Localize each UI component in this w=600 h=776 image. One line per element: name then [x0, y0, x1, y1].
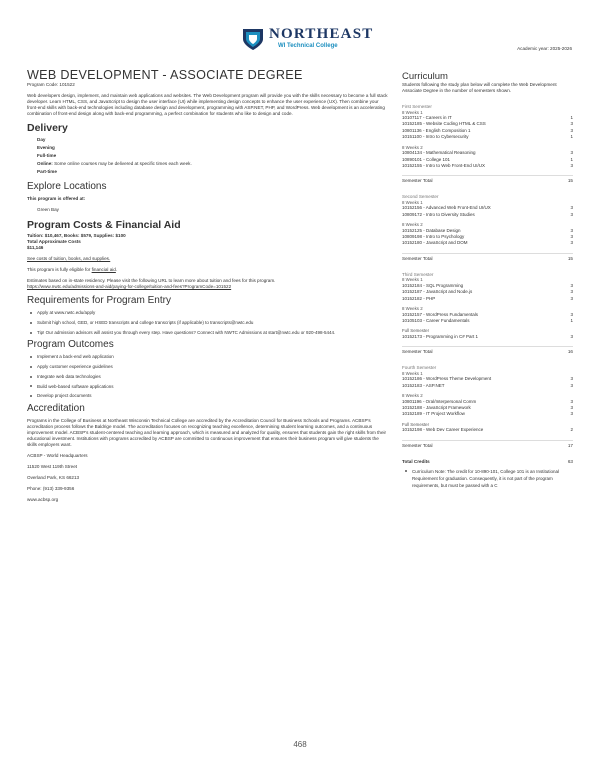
week-label: 8 Weeks 2: [402, 144, 423, 150]
semester-block: [402, 365, 573, 448]
delivery-online-text: Some online courses may be delivered at specific times each week.: [52, 161, 192, 167]
course-credits: 3: [570, 211, 573, 217]
course-credits: 3: [570, 121, 573, 127]
course-name: 10152155 - Intro to Web Front-End UI/UX: [402, 162, 485, 168]
financial-aid-eligibility: [27, 267, 389, 273]
course-name: 10152156 - Advanced Web Front-End UI/UX: [402, 205, 491, 211]
course-row: [402, 163, 573, 169]
program-description: Web developers design, implement, and maintain web applications and websites. The Web Development program will provide you with the skills necessary to become a full stack developer. Learn HTML, CSS, and JavaScript to design the user interface (UI) while implementing design concepts to enhance the user experience (UX). Then combine your front-end skills with back-end technologies including database design and development, programming with ASP.NET, PHP, and WordPress. Web development is an accelerating combination of front-end design along with back-end programming, a perfect combination for students who like to design and code.: [27, 93, 388, 117]
delivery-list: [27, 137, 389, 175]
accreditation-heading: Accreditation: [27, 402, 85, 414]
week-label: 8 Weeks 2: [402, 222, 423, 228]
course-name: 10152173 - Programming in C# Part 1: [402, 333, 479, 339]
course-credits: 3: [570, 311, 573, 317]
curriculum-heading: Curriculum: [402, 71, 448, 82]
course-name: 10152180 - JavaScript and DOM: [402, 240, 468, 246]
week-label: 8 Weeks 1: [402, 277, 423, 283]
requirements-list: [27, 310, 389, 335]
course-row: [402, 427, 573, 433]
logo-name: NORTHEAST: [269, 26, 374, 42]
course-credits: 3: [570, 282, 573, 288]
course-name: 10804134 - Mathematical Reasoning: [402, 150, 476, 156]
costs-link[interactable]: See costs of tuition, books, and supplies.: [27, 256, 111, 262]
course-name: 10890101 - College 101: [402, 156, 451, 162]
week-label: Full Semester: [402, 328, 430, 334]
week-label: 8 Weeks 2: [402, 306, 423, 312]
eligibility-text: This program is fully eligible for: [27, 267, 92, 273]
course-name: 10107117 - Careers in IT: [402, 115, 452, 120]
delivery-online: [37, 161, 389, 167]
delivery-parttime: Part-time: [37, 169, 57, 175]
accreditation-phone: Phone: (913) 339-9356: [27, 486, 75, 492]
list-item: Submit high school, GED, or HSED transcripts and college transcripts (if applicable) to transcripts@nwtc.edu: [27, 320, 389, 326]
total-credits-value: 63: [567, 458, 573, 464]
costs-total-value: $11,146: [27, 245, 44, 251]
list-item: Tip! Our admission advisors will assist you through every step. Have questions? Connect with NWTC Admissions at start@nwtc.edu or 920-498-5444.: [27, 330, 389, 336]
page-number: 468: [293, 740, 307, 749]
course-name: 10152184 - SQL Programming: [402, 282, 464, 288]
course-credits: 3: [570, 333, 573, 339]
semester-total-label: Semester Total: [402, 255, 433, 261]
delivery-day: Day: [37, 137, 46, 143]
week-label: 8 Weeks 2: [402, 393, 423, 399]
accreditation-street: 11520 West 119th Street: [27, 464, 78, 470]
course-credits: 1: [570, 115, 573, 120]
course-credits: 3: [570, 162, 573, 168]
course-name: 10801136 - English Composition 1: [402, 127, 471, 133]
list-item: Integrate web data technologies: [27, 374, 389, 380]
course-credits: 3: [570, 240, 573, 246]
course-credits: 3: [570, 376, 573, 382]
course-name: 10151100 - Intro to Cybersecurity: [402, 134, 469, 140]
costs-heading: Program Costs & Financial Aid: [27, 219, 181, 232]
costs-estimates: Estimates based on in-state residency. Please visit the following URL to learn more about tuition and fees for this program.: [27, 278, 276, 284]
week-label: 8 Weeks 1: [402, 109, 423, 115]
locations-offered: This program is offered at:: [27, 196, 86, 202]
semester-total: [402, 346, 573, 355]
course-name: 10809198 - Intro to Psychology: [402, 234, 465, 240]
course-credits: 1: [570, 134, 573, 140]
course-name: 10152182 - PHP: [402, 295, 436, 301]
page-header: [0, 22, 600, 58]
page-title: WEB DEVELOPMENT - ASSOCIATE DEGREE: [27, 68, 303, 82]
accreditation-hq: ACBSP - World Headquarters: [27, 453, 88, 459]
accreditation-city: Overland Park, KS 66213: [27, 475, 80, 481]
costs-url-link[interactable]: https://www.nwtc.edu/admissions-and-aid/paying-for-college/tuition-and-fees?ProgramCode=101522: [27, 284, 232, 290]
course-name: 10152157 - WordPress Fundamentals: [402, 311, 478, 317]
total-credits-label: Total Credits: [402, 458, 430, 464]
semester-total: [402, 253, 573, 262]
course-name: 10801196 - Oral/Interpersonal Comm: [402, 398, 477, 404]
course-row: [402, 240, 573, 246]
requirements-heading: Requirements for Program Entry: [27, 295, 171, 307]
semester-total-label: Semester Total: [402, 178, 433, 184]
course-credits: 3: [570, 398, 573, 404]
week-label: Full Semester: [402, 421, 430, 427]
eligibility-period: .: [115, 267, 118, 273]
shield-logo-icon: [240, 26, 266, 52]
course-credits: 3: [570, 405, 573, 411]
course-credits: 3: [570, 295, 573, 301]
course-name: 10152183 - ASP.NET: [402, 382, 445, 388]
semester-total: [402, 175, 573, 184]
delivery-heading: Delivery: [27, 122, 68, 135]
course-row: [402, 296, 573, 302]
course-name: 10152188 - JavaScript Framework: [402, 405, 471, 411]
list-item: Build web-based software applications: [27, 384, 389, 390]
list-item: Apply at www.nwtc.edu/apply: [27, 310, 389, 316]
course-name: 10152185 - Website Coding HTML & CSS: [402, 121, 486, 127]
semester-title: Fourth Semester: [402, 365, 437, 371]
course-name: 10152187 - JavaScript and Node.js: [402, 289, 473, 295]
course-name: 10152189 - IT Project Workflow: [402, 411, 465, 417]
course-credits: 1: [570, 156, 573, 162]
list-item: Apply customer experience guidelines: [27, 364, 389, 370]
course-credits: 3: [570, 382, 573, 388]
location-green-bay: Green Bay: [37, 207, 59, 213]
course-credits: 2: [570, 427, 573, 433]
course-row: [402, 212, 573, 218]
semester-block: [402, 104, 573, 184]
semester-title: Third Semester: [402, 271, 434, 277]
course-name: 10152186 - WordPress Theme Development: [402, 376, 492, 382]
academic-year: Academic year: 2025-2026: [517, 46, 572, 51]
curriculum-notes: [402, 468, 573, 490]
week-label: 8 Weeks 1: [402, 370, 423, 376]
financial-aid-link[interactable]: financial aid: [91, 267, 116, 273]
semester-title: Second Semester: [402, 194, 439, 200]
semester-block: [402, 194, 573, 262]
course-credits: 3: [570, 289, 573, 295]
course-credits: 3: [570, 411, 573, 417]
course-row: [402, 411, 573, 417]
list-item: Implement a back-end web application: [27, 354, 389, 360]
outcomes-list: [27, 354, 389, 398]
costs-tuition: Tuition: $10,467, Books: $579, Supplies: $100: [27, 233, 126, 239]
course-name: 10809172 - Intro to Diversity Studies: [402, 211, 475, 217]
curriculum-note: Curriculum Note: The credit for 10-890-101, College 101 is an Institutional Requirement for graduation. Consequently, it is not part of the program requirements, but must be passed with a C: [402, 468, 573, 490]
locations-heading: Explore Locations: [27, 181, 107, 193]
left-column: [27, 69, 389, 503]
course-name: 10152125 - Database Design: [402, 227, 461, 233]
program-code: Program Code: 101522: [27, 82, 75, 87]
college-logo: [240, 22, 375, 56]
semester-title: First Semester: [402, 104, 432, 109]
course-name: 10152198 - Web Dev Career Experience: [402, 427, 484, 433]
course-credits: 3: [570, 127, 573, 133]
semester-total-label: Semester Total: [402, 442, 433, 448]
delivery-fulltime: Full-time: [37, 153, 57, 159]
total-credits: [402, 459, 573, 465]
course-row: [402, 134, 573, 140]
course-credits: 3: [570, 150, 573, 156]
semester-total-value: 16: [567, 349, 573, 355]
course-row: [402, 334, 573, 340]
accreditation-text: Programs in the College of Business at Northeast Wisconsin Technical College are accredited by the Accreditation Council for Business Schools and Programs. ACBSP's accreditation process follows the Baldrige model. The accreditation focuses on recognizing teaching excellence, determining student learning outcomes, and a continuous improvement model. ACBSP's student-centered teaching and learning approach, which is measured and analyzed for quality, ensures that students gain the right skills from their educational investment. Institutions with programs accredited by ACBSP are committed to continuous improvement that ensures their business program will give students the skills employers want.: [27, 417, 387, 448]
semester-total: [402, 440, 573, 449]
course-credits: 3: [570, 227, 573, 233]
semester-total-value: 15: [567, 255, 573, 261]
week-label: 8 Weeks 1: [402, 199, 423, 205]
course-row: [402, 383, 573, 389]
course-row: [402, 318, 573, 324]
course-credits: 1: [570, 318, 573, 323]
curriculum-column: [402, 71, 573, 494]
delivery-online-label: Online:: [37, 161, 53, 167]
accreditation-web[interactable]: www.acbsp.org: [27, 497, 59, 503]
semester-total-label: Semester Total: [402, 349, 433, 355]
delivery-evening: Evening: [37, 145, 55, 151]
outcomes-heading: Program Outcomes: [27, 339, 114, 351]
semester-block: [402, 272, 573, 355]
costs-total-label: Total Approximate Costs: [27, 239, 81, 245]
semester-total-value: 15: [567, 178, 573, 184]
list-item: Develop project documents: [27, 393, 389, 399]
semester-total-value: 17: [567, 442, 573, 448]
logo-subtitle: WI Technical College: [278, 43, 338, 49]
course-credits: 3: [570, 205, 573, 211]
curriculum-intro: Students following the study plan below will complete the Web Development Associate Degree in the number of semesters shown.: [402, 82, 557, 93]
course-name: 10105103 - Career Fundamentals: [402, 318, 470, 323]
course-credits: 3: [570, 234, 573, 240]
